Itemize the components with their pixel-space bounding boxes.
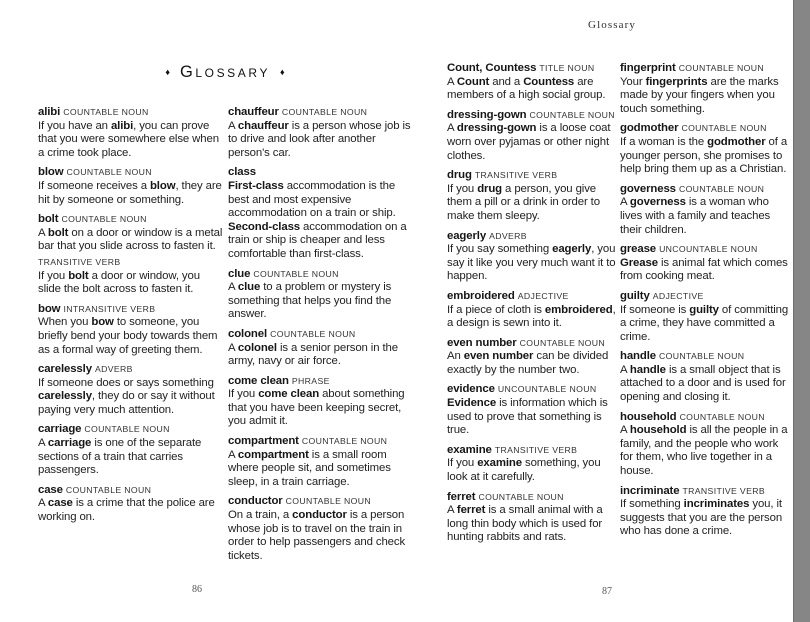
entry-definition: A clue to a problem or mystery is something that helps you find the answer. <box>228 281 392 321</box>
entry-heading <box>447 62 618 76</box>
page-number-left: 86 <box>192 584 202 595</box>
entry-headword: godmother <box>620 122 679 135</box>
entry-heading <box>620 290 792 304</box>
glossary-entry <box>620 485 792 539</box>
entry-definition: A household is all the people in a family, and the people who work for them, who live together in a house. <box>620 424 788 478</box>
entry-definition: On a train, a conductor is a person whose job is to travel on the train in order to help passengers and check tickets. <box>228 509 406 562</box>
entry-pos-label: COUNTABLE NOUN <box>65 484 152 495</box>
entry-heading <box>228 328 415 342</box>
entry-headword: examine <box>447 443 492 456</box>
glossary-entry <box>228 495 415 563</box>
entry-heading <box>228 106 415 120</box>
glossary-entry <box>38 256 225 297</box>
entry-heading <box>620 183 792 197</box>
entry-headword: clue <box>228 267 251 280</box>
entry-headword: grease <box>620 243 657 256</box>
entry-heading <box>620 243 792 257</box>
entry-pos-label: TRANSITIVE VERB <box>38 256 121 267</box>
glossary-entry <box>620 411 792 479</box>
entry-pos-label: ADVERB <box>489 230 527 241</box>
entry-pos-label: ADJECTIVE <box>517 290 569 301</box>
glossary-entry <box>228 106 415 160</box>
entry-definition: If you drug a person, you give them a pill or a drink in order to make them sleepy. <box>447 182 600 222</box>
entry-headword: Count, Countess <box>447 62 537 74</box>
glossary-entry <box>447 444 618 485</box>
entry-headword: household <box>620 410 677 423</box>
glossary-entry <box>38 423 225 477</box>
entry-definition: If someone does or says something carelessly, they do or say it without paying very much attention. <box>38 376 215 416</box>
entry-heading <box>38 423 225 437</box>
running-head: Glossary <box>588 19 636 31</box>
entry-definition: Grease is animal fat which comes from cooking meat. <box>620 256 788 283</box>
entry-definition: A Count and a Countess are members of a high social group. <box>447 75 606 102</box>
entry-heading <box>228 375 415 389</box>
entry-definition: A compartment is a small room where people sit, and sometimes sleep, in a train carriage. <box>228 448 391 488</box>
entry-definition: A case is a crime that the police are working on. <box>38 497 215 524</box>
right-page-column-2 <box>620 62 792 539</box>
entry-heading <box>228 435 415 449</box>
diamond-icon: ♦ <box>280 67 285 77</box>
entry-definition: When you bow to someone, you briefly bend your body towards them as a formal way of greeting them. <box>38 316 218 356</box>
entry-definition: If something incriminates you, it suggests that you are the person who has done a crime. <box>620 498 783 538</box>
entry-headword: alibi <box>38 106 61 118</box>
entry-headword: blow <box>38 166 64 179</box>
entry-pos-label: TITLE NOUN <box>539 63 595 73</box>
page-title-text: Glossary <box>179 63 271 81</box>
entry-heading <box>38 363 225 377</box>
entry-pos-label: TRANSITIVE VERB <box>682 485 765 496</box>
glossary-entry <box>228 435 415 489</box>
entry-heading <box>447 491 618 505</box>
entry-pos-label: COUNTABLE NOUN <box>301 436 388 447</box>
entry-definition: A chauffeur is a person whose job is to drive and look after another person's car. <box>228 119 411 159</box>
entry-heading <box>447 337 618 351</box>
entry-heading <box>447 383 618 397</box>
entry-headword: evidence <box>447 383 495 396</box>
entry-definition: A handle is a small object that is attached to a door and is used for opening and closing it. <box>620 363 786 404</box>
entry-definition: A governess is a woman who lives with a family and teaches their children. <box>620 196 771 236</box>
entry-heading <box>38 106 225 120</box>
entry-heading <box>620 485 792 499</box>
entry-definition: If you examine something, you look at it carefully. <box>447 457 601 484</box>
entry-headword: come clean <box>228 374 289 387</box>
glossary-entry <box>620 243 792 284</box>
entry-pos-label: COUNTABLE NOUN <box>519 337 605 348</box>
entry-definition: A carriage is one of the separate sections of a train that carries passengers. <box>38 437 202 477</box>
glossary-entry <box>38 166 225 207</box>
diamond-icon: ♦ <box>165 67 170 77</box>
entry-headword: drug <box>447 169 472 182</box>
glossary-entry <box>447 491 618 545</box>
page-title <box>38 63 412 82</box>
entry-pos-label: TRANSITIVE VERB <box>474 170 558 181</box>
entry-definition: If a piece of cloth is embroidered, a design is sewn into it. <box>447 303 616 330</box>
entry-headword: even number <box>447 336 517 349</box>
entry-pos-label: UNCOUNTABLE NOUN <box>659 244 758 255</box>
entry-heading <box>447 444 618 458</box>
glossary-entry <box>38 303 225 357</box>
entry-pos-label: COUNTABLE NOUN <box>285 496 372 507</box>
glossary-entry <box>38 484 225 525</box>
entry-headword: governess <box>620 182 676 195</box>
entry-pos-label: COUNTABLE NOUN <box>681 123 767 134</box>
entry-headword: bolt <box>38 213 59 226</box>
entry-definition: A ferret is a small animal with a long thin body which is used for hunting rabbits and rats. <box>447 504 603 544</box>
entry-headword: embroidered <box>447 289 515 302</box>
glossary-entry <box>447 383 618 437</box>
entry-pos-label: UNCOUNTABLE NOUN <box>497 384 597 395</box>
glossary-entry <box>447 62 618 103</box>
entry-pos-label: COUNTABLE NOUN <box>84 424 170 435</box>
glossary-entry <box>38 106 225 160</box>
glossary-entry <box>447 230 618 284</box>
entry-heading <box>447 230 618 244</box>
entry-headword: ferret <box>447 490 476 503</box>
entry-headword: handle <box>620 350 656 363</box>
glossary-entry <box>228 268 415 322</box>
entry-pos-label: COUNTABLE NOUN <box>63 107 149 117</box>
glossary-entry <box>38 213 225 254</box>
entry-definition: If someone receives a blow, they are hit by someone or something. <box>38 179 222 206</box>
entry-heading <box>38 303 225 317</box>
glossary-entry <box>447 337 618 378</box>
entry-headword: fingerprint <box>620 62 676 74</box>
entry-pos-label: COUNTABLE NOUN <box>253 268 339 279</box>
entry-definition: If a woman is the godmother of a younger person, she promises to help bring them up as a Christian. <box>620 135 788 176</box>
entry-heading <box>447 109 618 123</box>
entry-definition: If you have an alibi, you can prove that you were somewhere else when a crime took place. <box>38 119 219 159</box>
entry-pos-label: COUNTABLE NOUN <box>270 328 356 339</box>
entry-pos-label: COUNTABLE NOUN <box>66 167 152 178</box>
entry-pos-label: COUNTABLE NOUN <box>659 351 745 362</box>
entry-heading <box>620 350 792 364</box>
entry-pos-label: COUNTABLE NOUN <box>61 214 147 225</box>
entry-headword: class <box>228 166 256 179</box>
entry-headword: incriminate <box>620 484 680 497</box>
entry-definition: If you come clean about something that you have been keeping secret, you admit it. <box>228 388 405 428</box>
entry-headword: case <box>38 483 63 496</box>
right-page-column-1 <box>447 62 618 545</box>
entry-definition: Evidence is information which is used to prove that something is true. <box>447 397 608 437</box>
left-page-column-2 <box>228 106 415 563</box>
entry-headword: carriage <box>38 423 82 436</box>
entry-heading <box>38 213 225 227</box>
glossary-entry <box>228 166 415 261</box>
entry-pos-label: COUNTABLE NOUN <box>281 107 368 117</box>
left-page-column-1 <box>38 106 225 525</box>
glossary-entry <box>620 290 792 344</box>
entry-headword: colonel <box>228 327 268 340</box>
entry-definition: An even number can be divided exactly by the number two. <box>447 350 609 376</box>
glossary-entry <box>447 109 618 163</box>
page-edge <box>793 0 810 622</box>
entry-definition: A bolt on a door or window is a metal bar that you slide across to fasten it. <box>38 226 223 253</box>
entry-definition: First-class accommodation is the best and most expensive accommodation on a train or ship. Second-class accommodation on a train or ship is cheaper and less comfortable than first-class. <box>228 179 407 260</box>
entry-headword: compartment <box>228 435 299 448</box>
glossary-entry <box>228 375 415 429</box>
entry-heading <box>228 166 415 180</box>
entry-pos-label: TRANSITIVE VERB <box>494 444 578 455</box>
entry-heading <box>447 169 618 183</box>
entry-definition: Your fingerprints are the marks made by your fingers when you touch something. <box>620 75 779 115</box>
entry-pos-label: COUNTABLE NOUN <box>529 109 615 120</box>
glossary-entry <box>620 62 792 116</box>
entry-heading <box>228 495 415 509</box>
entry-pos-label: COUNTABLE NOUN <box>478 491 564 502</box>
entry-pos-label: PHRASE <box>291 375 330 386</box>
entry-heading <box>38 484 225 498</box>
entry-headword: chauffeur <box>228 106 279 118</box>
entry-headword: dressing-gown <box>447 108 527 121</box>
glossary-entry <box>228 328 415 369</box>
entry-pos-label: INTRANSITIVE VERB <box>63 303 156 314</box>
entry-headword: eagerly <box>447 229 487 242</box>
entry-heading <box>620 411 792 425</box>
entry-headword: conductor <box>228 495 283 508</box>
entry-definition: A colonel is a senior person in the army, navy or air force. <box>228 341 398 368</box>
glossary-entry <box>447 169 618 223</box>
entry-pos-label: COUNTABLE NOUN <box>678 63 765 73</box>
glossary-entry <box>447 290 618 331</box>
entry-headword: bow <box>38 302 61 315</box>
entry-heading <box>228 268 415 282</box>
glossary-entry <box>38 363 225 417</box>
entry-heading <box>38 256 225 270</box>
entry-definition: If you say something eagerly, you say it like you very much want it to happen. <box>447 243 616 283</box>
entry-definition: A dressing-gown is a loose coat worn over pyjamas or other night clothes. <box>447 122 611 162</box>
glossary-entry <box>620 183 792 237</box>
entry-headword: carelessly <box>38 363 92 376</box>
entry-pos-label: ADJECTIVE <box>652 290 704 301</box>
entry-heading <box>447 290 618 304</box>
entry-headword: guilty <box>620 289 650 302</box>
entry-heading <box>38 166 225 180</box>
entry-pos-label: ADVERB <box>94 364 133 375</box>
entry-definition: If you bolt a door or window, you slide the bolt across to fasten it. <box>38 269 200 296</box>
glossary-entry <box>620 350 792 404</box>
entry-heading <box>620 122 792 136</box>
entry-pos-label: COUNTABLE NOUN <box>679 411 765 422</box>
entry-definition: If someone is guilty of committing a crime, they have committed a crime. <box>620 303 789 343</box>
entry-heading <box>620 62 792 76</box>
entry-pos-label: COUNTABLE NOUN <box>678 183 765 194</box>
page-number-right: 87 <box>602 586 612 597</box>
glossary-entry <box>620 122 792 176</box>
